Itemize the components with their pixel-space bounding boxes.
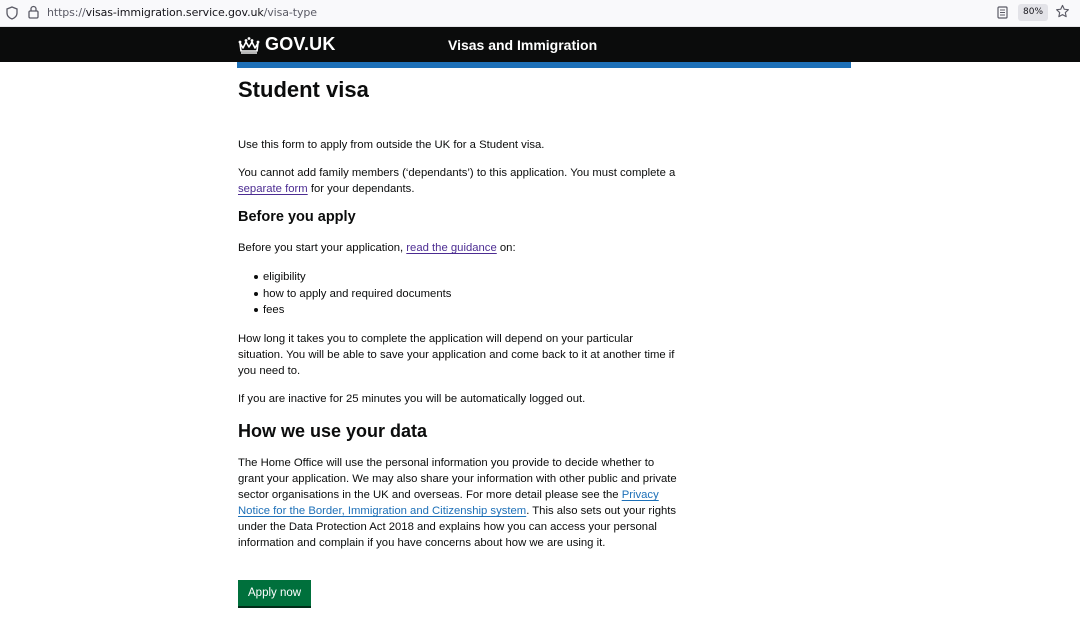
before-you-apply-heading: Before you apply bbox=[238, 209, 356, 225]
zoom-level-button[interactable]: 80% bbox=[1018, 4, 1048, 21]
list-item: fees bbox=[238, 302, 451, 319]
shield-icon[interactable] bbox=[6, 6, 18, 20]
separate-form-link[interactable]: separate form bbox=[238, 183, 308, 195]
page-title: Student visa bbox=[238, 77, 369, 102]
service-name-link[interactable]: Visas and Immigration bbox=[448, 37, 598, 53]
reader-view-icon[interactable] bbox=[997, 6, 1008, 19]
duration-paragraph: How long it takes you to complete the application will depend on your particular situation. You will be able to save your application and come back to it at another time if you need to. bbox=[238, 333, 675, 377]
how-we-use-your-data-heading: How we use your data bbox=[238, 421, 428, 441]
data-text-1: The Home Office will use the personal information you provide to decide whether to grant your application. We may also share your information with other public and private sector organisations in the UK and overseas. For more detail please see the bbox=[238, 457, 677, 501]
dependants-paragraph bbox=[238, 165, 678, 197]
browser-toolbar bbox=[0, 0, 1080, 27]
data-text-2: . This also sets out your rights under the Data Protection Act 2018 and explains how you can access your personal information and complain if you have concerns about how we are using it. bbox=[238, 505, 677, 549]
url-scheme: https:// bbox=[47, 6, 86, 19]
guidance-paragraph bbox=[238, 240, 678, 256]
govuk-logotype: GOV.UK bbox=[265, 34, 336, 54]
bookmark-star-icon[interactable] bbox=[1055, 4, 1070, 19]
address-bar[interactable] bbox=[47, 6, 317, 19]
data-paragraph bbox=[238, 455, 678, 551]
govuk-header bbox=[0, 27, 1080, 62]
privacy-notice-link[interactable]: Privacy Notice for the Border, Immigration and Citizenship system bbox=[238, 489, 659, 517]
url-host: visas-immigration.service.gov.uk bbox=[85, 6, 264, 19]
list-item: eligibility bbox=[238, 269, 451, 286]
read-the-guidance-link[interactable]: read the guidance bbox=[406, 242, 497, 254]
header-blue-bar bbox=[237, 62, 851, 68]
list-item: how to apply and required documents bbox=[238, 286, 451, 303]
apply-now-button[interactable]: Apply now bbox=[238, 580, 311, 606]
inactive-paragraph: If you are inactive for 25 minutes you will be automatically logged out. bbox=[238, 393, 586, 405]
crown-icon bbox=[238, 36, 260, 54]
url-path: /visa-type bbox=[263, 6, 317, 19]
lock-icon[interactable] bbox=[28, 5, 39, 19]
dependants-text-1: You cannot add family members (‘dependants’) to this application. You must complete a bbox=[238, 167, 676, 179]
guidance-list bbox=[238, 269, 451, 319]
govuk-logo-link[interactable] bbox=[238, 34, 336, 55]
guidance-text-2: on: bbox=[496, 242, 516, 254]
guidance-text-1: Before you start your application, bbox=[238, 242, 407, 254]
intro-paragraph: Use this form to apply from outside the UK for a Student visa. bbox=[238, 139, 545, 151]
dependants-text-2: for your dependants. bbox=[307, 183, 415, 195]
